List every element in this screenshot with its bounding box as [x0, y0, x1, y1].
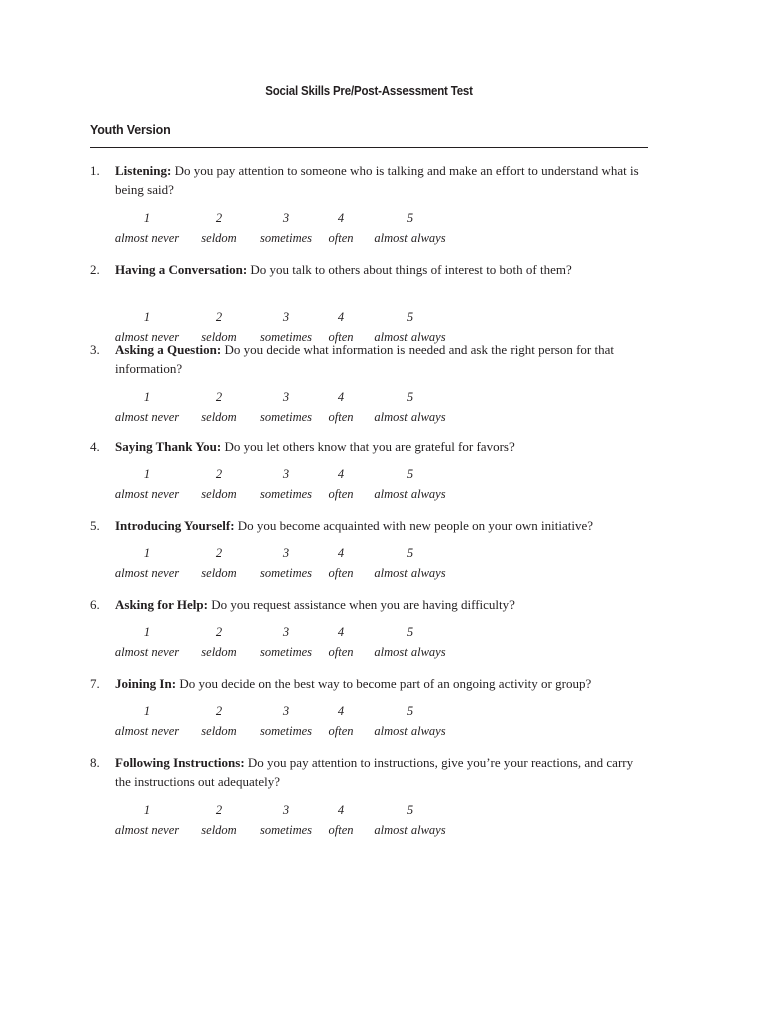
scale-value[interactable]: 5: [406, 704, 414, 718]
question-body: Do you request assistance when you are having difficulty?: [207, 597, 515, 612]
scale-label: almost never: [114, 645, 180, 659]
scale-label: seldom: [201, 410, 237, 424]
question-body: Do you decide on the best way to become part of an ongoing activity or group?: [176, 676, 592, 691]
scale-value[interactable]: 3: [282, 310, 290, 324]
scale-value[interactable]: 3: [282, 625, 290, 639]
scale-label: sometimes: [259, 410, 313, 424]
question-number: 6.: [90, 597, 100, 612]
scale-value[interactable]: 1: [143, 390, 151, 404]
scale-value[interactable]: 2: [215, 546, 223, 560]
scale-value[interactable]: 4: [337, 625, 345, 639]
divider-line: [90, 147, 648, 148]
question-body: Do you become acquainted with new people on your own initiative?: [234, 518, 594, 533]
scale-value[interactable]: 3: [282, 803, 290, 817]
scale-value[interactable]: 4: [337, 310, 345, 324]
question-number: 4.: [90, 439, 100, 454]
question-text: [115, 674, 650, 693]
scale-label: almost never: [114, 330, 180, 344]
scale-value[interactable]: 4: [337, 803, 345, 817]
scale-value[interactable]: 1: [143, 704, 151, 718]
question-body: Do you pay attention to someone who is talking and make an effort to understand what is being said?: [115, 163, 639, 197]
question-title: Joining In:: [115, 676, 177, 691]
question-body: Do you let others know that you are grateful for favors?: [221, 439, 515, 454]
scale-label: sometimes: [259, 231, 313, 245]
scale-value[interactable]: 5: [406, 546, 414, 560]
scale-label: sometimes: [259, 330, 313, 344]
question-item: [90, 753, 650, 791]
scale-label: seldom: [201, 566, 237, 580]
scale-label: seldom: [201, 487, 237, 501]
scale-label: sometimes: [259, 566, 313, 580]
question-text: [115, 753, 650, 791]
scale-value[interactable]: 3: [282, 211, 290, 225]
question-item: [90, 516, 650, 535]
scale-label: almost never: [114, 566, 180, 580]
scale-label: often: [328, 330, 354, 344]
scale-label: seldom: [201, 724, 237, 738]
scale-value[interactable]: 2: [215, 467, 223, 481]
scale-value[interactable]: 4: [337, 546, 345, 560]
scale-value[interactable]: 2: [215, 310, 223, 324]
scale-value[interactable]: 4: [337, 211, 345, 225]
question-title: Asking a Question:: [115, 342, 222, 357]
scale-label: almost always: [374, 330, 446, 344]
question-number: 1.: [90, 163, 100, 178]
question-number: 7.: [90, 676, 100, 691]
question-item: [90, 674, 650, 693]
scale-value[interactable]: 1: [143, 803, 151, 817]
question-text: [115, 340, 650, 378]
scale-value[interactable]: 1: [143, 467, 151, 481]
question-title: Asking for Help:: [115, 597, 208, 612]
question-item: [90, 260, 650, 279]
question-item: [90, 437, 650, 456]
scale-label: sometimes: [259, 645, 313, 659]
question-title: Listening:: [115, 163, 172, 178]
scale-value[interactable]: 5: [406, 390, 414, 404]
scale-label: almost never: [114, 231, 180, 245]
scale-label: often: [328, 823, 354, 837]
question-number: 8.: [90, 755, 100, 770]
question-text: [115, 595, 650, 614]
scale-label: seldom: [201, 330, 237, 344]
section-subtitle: Youth Version: [90, 123, 171, 137]
scale-label: almost never: [114, 724, 180, 738]
question-text: [115, 516, 650, 535]
question-title: Having a Conversation:: [115, 262, 248, 277]
scale-label: often: [328, 231, 354, 245]
question-text: [115, 161, 650, 199]
question-text: [115, 260, 650, 279]
scale-value[interactable]: 5: [406, 211, 414, 225]
scale-value[interactable]: 5: [406, 625, 414, 639]
scale-value[interactable]: 3: [282, 546, 290, 560]
scale-label: often: [328, 724, 354, 738]
question-title: Introducing Yourself:: [115, 518, 235, 533]
question-body: Do you decide what information is needed and ask the right person for that information?: [115, 342, 614, 376]
question-number: 2.: [90, 262, 100, 277]
scale-value[interactable]: 1: [143, 310, 151, 324]
scale-value[interactable]: 1: [143, 546, 151, 560]
scale-value[interactable]: 1: [143, 211, 151, 225]
question-number: 5.: [90, 518, 100, 533]
scale-label: sometimes: [259, 487, 313, 501]
scale-value[interactable]: 4: [337, 390, 345, 404]
scale-value[interactable]: 2: [215, 211, 223, 225]
question-body: Do you pay attention to instructions, give you’re your reactions, and carry the instructions out adequately?: [115, 755, 634, 789]
page-title: Social Skills Pre/Post-Assessment Test: [265, 84, 473, 98]
scale-value[interactable]: 5: [406, 467, 414, 481]
scale-label: almost never: [114, 487, 180, 501]
scale-label: almost always: [374, 724, 446, 738]
scale-label: seldom: [201, 231, 237, 245]
scale-value[interactable]: 3: [282, 390, 290, 404]
scale-label: often: [328, 487, 354, 501]
scale-value[interactable]: 3: [282, 467, 290, 481]
scale-label: often: [328, 410, 354, 424]
question-body: Do you talk to others about things of interest to both of them?: [247, 262, 572, 277]
scale-label: almost always: [374, 231, 446, 245]
scale-value[interactable]: 1: [143, 625, 151, 639]
scale-label: almost always: [374, 823, 446, 837]
question-number: 3.: [90, 342, 100, 357]
scale-value[interactable]: 2: [215, 390, 223, 404]
scale-label: sometimes: [259, 823, 313, 837]
scale-value[interactable]: 4: [337, 467, 345, 481]
scale-label: almost always: [374, 410, 446, 424]
question-title: Following Instructions:: [115, 755, 245, 770]
question-item: [90, 161, 650, 199]
scale-label: sometimes: [259, 724, 313, 738]
scale-label: seldom: [201, 823, 237, 837]
question-item: [90, 595, 650, 614]
scale-label: almost always: [374, 566, 446, 580]
scale-label: almost never: [114, 823, 180, 837]
scale-label: almost always: [374, 487, 446, 501]
scale-value[interactable]: 3: [282, 704, 290, 718]
scale-value[interactable]: 2: [215, 625, 223, 639]
scale-value[interactable]: 2: [215, 704, 223, 718]
scale-value[interactable]: 5: [406, 310, 414, 324]
scale-value[interactable]: 5: [406, 803, 414, 817]
scale-value[interactable]: 4: [337, 704, 345, 718]
scale-label: seldom: [201, 645, 237, 659]
question-item: [90, 340, 650, 378]
question-title: Saying Thank You:: [115, 439, 222, 454]
question-text: [115, 437, 650, 456]
scale-label: often: [328, 566, 354, 580]
scale-value[interactable]: 2: [215, 803, 223, 817]
scale-label: almost never: [114, 410, 180, 424]
scale-label: almost always: [374, 645, 446, 659]
scale-label: often: [328, 645, 354, 659]
